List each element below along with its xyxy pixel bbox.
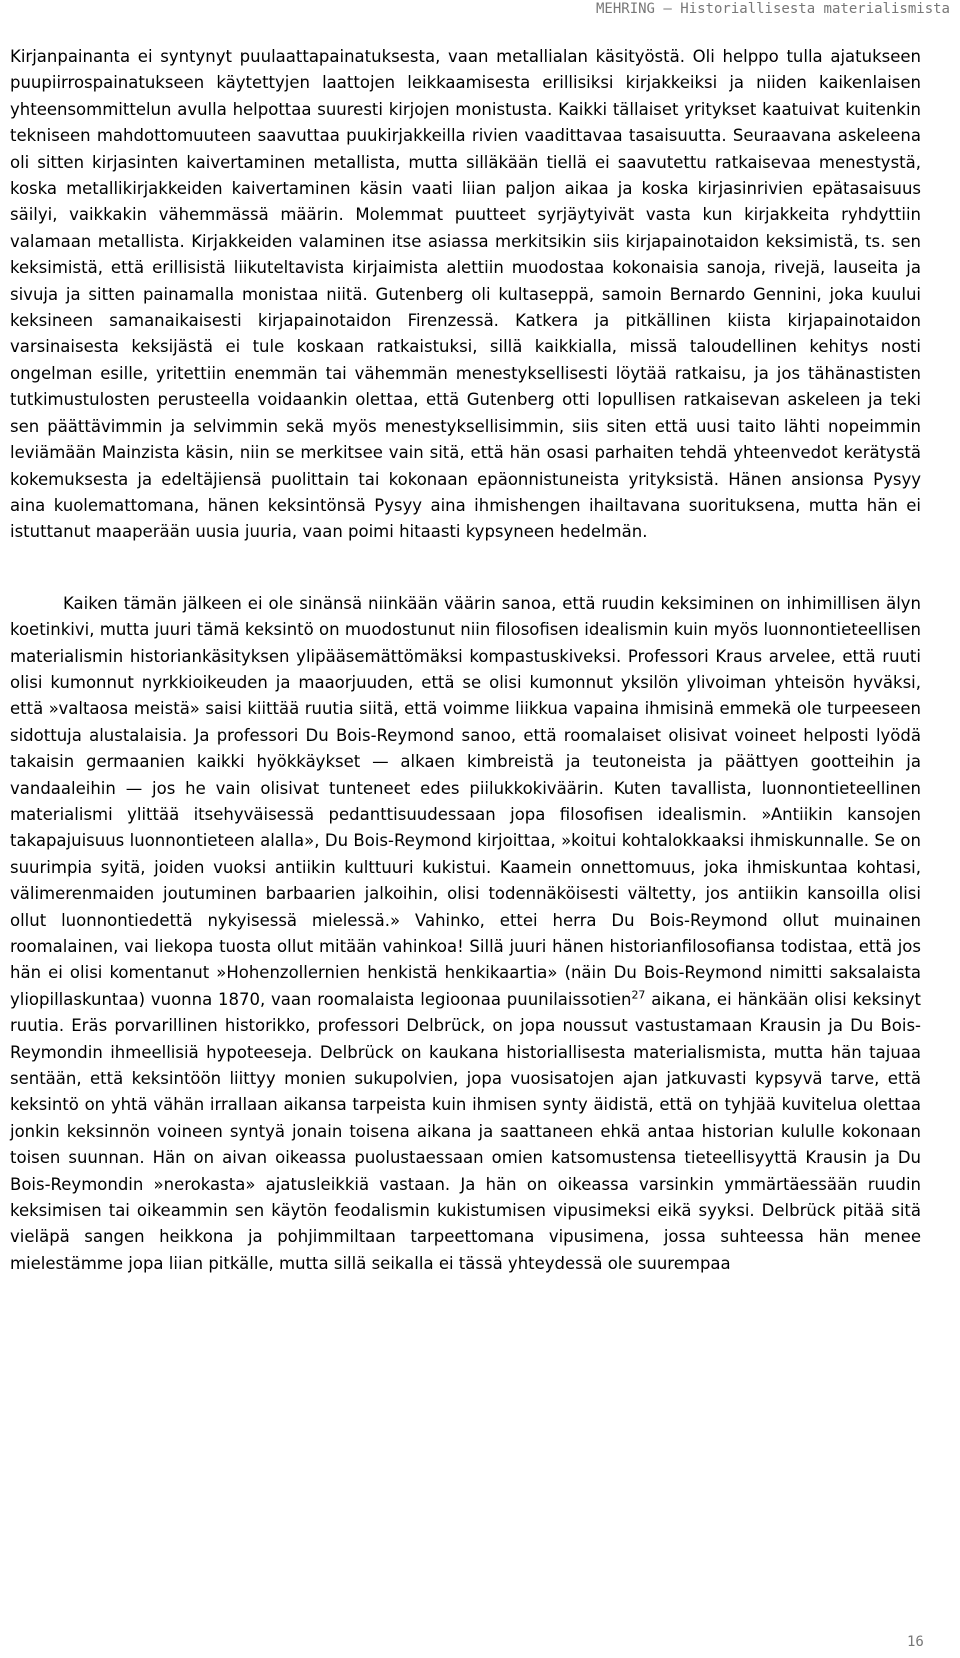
paragraph-printing: Kirjanpainanta ei syntynyt puulaattapainatuksesta, vaan metallialan käsityöstä. Oli helppo tulla ajatukseen puupiirrospainatukseen käytettyjen laattojen leikkaamisesta erillisiksi kirjakkeiksi ja niiden kaikenlaisen yhteensommittelun avulla helpottaa suuresti kirjojen monistusta. Kaikki tällaiset yritykset kaatuivat kuitenkin tekniseen mahdottomuuteen saavuttaa puukirjakkeilla rivien vaadittavaa tasaisuutta. Seuraavana askeleena oli sitten kirjasinten kaivertaminen metallista, mutta silläkään tiellä ei saavutettu ratkaisevaa menestystä, koska metallikirjakkeiden kaivertaminen käsin vaati liian paljon aikaa ja koska kirjasinrivien epätasaisuus säilyi, vaikkakin vähemmässä määrin. Molemmat puutteet syrjäytyivät vasta kun kirjakkeita ryhdyttiin valamaan metallista. Kirjakkeiden valaminen itse asiassa merkitsikin siis kirjapainotaidon keksimistä, ts. sen keksimistä, että erillisistä liikuteltavista kirjaimista alettiin muodostaa kokonaisia sanoja, rivejä, lauseita ja sivuja ja sitten painamalla monistaa niitä. Gutenberg oli kultaseppä, samoin Bernardo Gennini, joka kuului keksineen samanaikaisesti kirjapainotaidon Firenzessä. Katkera ja pitkällinen kiista kirjapainotaidon varsinaisesta keksijästä ei tule koskaan ratkaistuksi, sillä kaikkialla, missä taloudellinen kehitys nosti ongelman esille, yritettiin enemmän tai vähemmän menestyksellisesti löytää ratkaisu, ja jos tähänastisten tutkimustulosten perusteella voidaankin olettaa, että Gutenberg otti lopullisen ratkaisevan askeleen ja teki sen päättävimmin ja selvimmin sekä myös menestyksellisimmin, siis siten että uusi taito lähti nopeimmin leviämään Mainzista käsin, niin se merkitsee vain sitä, että hän osasi parhaiten tehdä yhteenvedot kerätystä kokemuksesta ja edeltäjiensä puolittain tai kokonaan epäonnistuneista yrityksistä. Hänen ansionsa Pysyy aina kuolemattomana, hänen keksintönsä Pysyy aina ihmishengen ihailtavana suorituksena, mutta hän ei istuttanut maaperään uusia juuria, vaan poimi hitaasti kypsyneen hedelmän. <box>10 47 921 542</box>
page-number: 16 <box>907 1634 924 1650</box>
paragraph-gunpowder <box>10 591 921 1278</box>
footnote-reference[interactable]: 27 <box>631 988 646 1002</box>
paragraph-gunpowder-part-2: aikana, ei hänkään olisi keksinyt ruutia. Eräs porvarillinen historikko, professori Delbrück, on jopa noussut vastustamaan Krausin ja Du Bois-Reymondin ihmeellisiä hypoteeseja. Delbrück on kaukana historiallisesta materialismista, mutta hän tajuaa sentään, että keksintöön liittyy monien sukupolvien, jopa vuosisatojen ajan jatkuvasti kypsyvä tarve, että keksintö on yhtä vähän irrallaan aikansa tarpeista kuin ihmisen synty äidistä, että on tyhjää kuvitelua olettaa jonkin keksinnön voineen syntyä jonain toisena aikana ja saattaneen ehkä antaa historian kululle kokonaan toisen suunnan. Hän on aivan oikeassa puolustaessaan omien katsomustensa tieteellisyyttä Krausin ja Du Bois-Reymondin »nerokasta» ajatusleikkiä vastaan. Ja hän on oikeassa varsinkin ymmärtäessään ruudin keksimisen tai oikeammin sen käytön feodalismin kukistumisen vipusimeksi eikä syyksi. Delbrück pitää sitä vieläpä sangen heikkona ja pohjimmiltaan tarpeettomana vipusimena, jossa suhteessa hän menee mielestämme jopa liian pitkälle, mutta sillä seikalla ei tässä yhteydessä ole suurempaa <box>10 989 921 1273</box>
paragraph-gunpowder-part-1: Kaiken tämän jälkeen ei ole sinänsä niinkään väärin sanoa, että ruudin keksiminen on inhimillisen älyn koetinkivi, mutta juuri tämä keksintö on muodostunut niin filosofisen idealismin kuin myös luonnontieteellisen materialismin historiankäsityksen ylipääsemättömäksi kompastuskiveksi. Professori Kraus arvelee, että ruuti olisi kumonnut nyrkkioikeuden ja maaorjuuden, että se olisi kumonnut yksilön ylivoiman yhteisön hyväksi, että »valtaosa meistä» saisi kiittää ruutia siitä, että voimme liikkua vapaina ihmisinä emmekä ole turpeeseen sidottuja alustalaisia. Ja professori Du Bois-Reymond sanoo, että roomalaiset olisivat voineet helposti lyödä takaisin germaanien kaikki hyökkäykset — alkaen kimbreistä ja teutoneista ja päättyen gootteihin ja vandaaleihin — jos he vain olisivat tunteneet edes piilukkokiväärin. Kuten tavallista, luonnontieteellinen materialismi ylittää itsehyväisessä pedanttisuudessaan jopa filosofisen idealismin. »Antiikin kansojen takapajuisuus luonnontieteen alalla», Du Bois-Reymond kirjoittaa, »koitui kohtalokkaaksi ihmiskunnalle. Se on suurimpia syitä, joiden vuoksi antiikin kulttuuri kukistui. Kaamein onnettomuus, joka ihmiskuntaa kohtasi, välimerenmaiden joutuminen barbaarien jalkoihin, olisi todennäköisesti vältetty, jos antiikin kansoilla olisi ollut luonnontiedettä nykyisessä mielessä.» Vahinko, ettei herra Du Bois-Reymond ollut muinainen roomalainen, vai liekopa tuosta ollut mitään vahinkoa! Sillä juuri hänen historianfilosofiansa todistaa, että jos hän ei olisi komentanut »Hohenzollernien henkistä henkikaartia» (näin Du Bois-Reymond nimitti saksalaista yliopillaskuntaa) vuonna 1870, vaan roomalaista legioonaa puunilaissotien <box>10 593 921 1009</box>
paragraph-gap <box>10 546 921 591</box>
document-body <box>10 44 921 1277</box>
running-header: MEHRING – Historiallisesta materialismista <box>595 1 950 17</box>
